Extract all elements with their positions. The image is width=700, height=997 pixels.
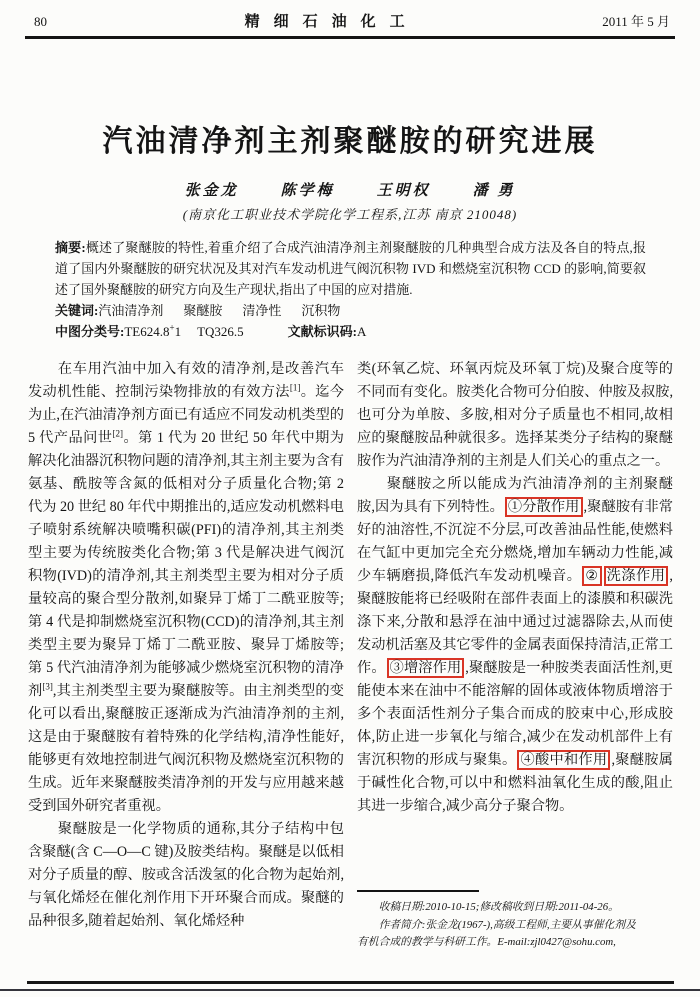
reference-superscript: [3] (42, 680, 53, 691)
body-paragraph (357, 473, 673, 818)
right-column (357, 358, 673, 956)
body-paragraph (357, 358, 673, 473)
keyword-list (98, 303, 360, 318)
body-text: ,聚醚胺属于碱性化合物,可以中和燃料油氧化生成的酸,阻止其进一步缩合,减少高分子聚合物。 (357, 751, 673, 814)
running-head (0, 0, 700, 31)
body-text: ,聚醚胺有非常好的油溶性,不沉淀不分层,可改善油品性能,使燃料在气缸中更加完全充分燃烧,增加车辆动力性能,减少车辆磨损,降低汽车发动机噪音。 (357, 498, 673, 584)
body-text: 类(环氧乙烷、环氧丙烷及环氧丁烷)及聚合度等的不同而有变化。胺类化合物可分伯胺、仲胺及叔胺,也可分为单胺、多胺,相对分子质量也不相同,故相应的聚醚胺品种就很多。选择某类分子结构的聚醚胺作为汽油清净剂的主剂是人们关心的重点之一。 (357, 360, 673, 469)
author-name: 陈学梅 (280, 182, 335, 199)
right-column-text (357, 358, 673, 818)
author-name: 潘 勇 (472, 182, 516, 199)
clc-code-1-tail: 1 (174, 323, 182, 339)
body-paragraph (28, 358, 344, 818)
reference-superscript: [1] (289, 381, 301, 392)
article-title: 汽油清净剂主剂聚醚胺的研究进展 (102, 124, 598, 158)
article-meta (55, 237, 646, 342)
red-highlight-box: 洗涤作用 (604, 566, 669, 586)
footnote-line: 作者简介:张金龙(1967-),高级工程师,主要从事催化剂及 (378, 918, 636, 931)
body-text: 。迄今为止,在汽油清净剂方面已有适应不同发动机类型的 5 代产品问世 (28, 383, 344, 446)
footnote-lines (357, 899, 673, 952)
clc-line (55, 321, 646, 342)
body-text: ,其主剂类型主要为聚醚胺等。由主剂类型的变化可以看出,聚醚胺正逐渐成为汽油清净剂的主剂,这是由于聚醚胺有着特殊的化学结构,清净性能好,能够更有效地控制进气阀沉积物及燃烧室沉积物的生成。近年来聚醚胺类清净剂的开发与应用越来越受到国外研究者重视。 (28, 682, 344, 814)
clc-code-1-sup: + (169, 322, 175, 333)
red-highlight-box: ④酸中和作用 (517, 750, 610, 770)
red-highlight-box: ② (582, 566, 601, 586)
keyword: 汽油清净剂 (98, 302, 164, 318)
header-rule (25, 36, 675, 39)
author-name: 张金龙 (184, 182, 239, 199)
body-text: 在车用汽油中加入有效的清净剂,是改善汽车发动机性能、控制污染物排放的有效方法 (28, 360, 344, 400)
abstract-label: 摘要: (55, 239, 86, 255)
red-highlight-box: ③增溶作用 (387, 658, 465, 678)
footnote-line: 收稿日期:2010-10-15;修改稿收到日期:2011-04-26。 (378, 901, 619, 913)
red-highlight-box: ①分散作用 (505, 497, 583, 517)
body-text: 聚醚胺之所以能成为汽油清净剂的主剂聚醚胺,因为具有下列特性。 (357, 475, 673, 515)
keywords-label: 关键词: (55, 302, 99, 318)
left-column (28, 358, 344, 956)
doc-code: A (357, 323, 367, 339)
keyword: 清净性 (242, 302, 282, 318)
clc-label: 中图分类号: (55, 323, 125, 339)
keywords-line (55, 300, 646, 321)
body-text: ,聚醚胺能将已经吸附在部件表面上的漆膜和积碳洗涤下来,分散和悬浮在油中通过过滤器除去,从而使发动机活塞及其它零件的金属表面保持清洁,正常工作。 (357, 567, 673, 676)
body-paragraph (28, 818, 344, 933)
keyword: 沉积物 (301, 302, 341, 318)
journal-title: 精细石油化工 (244, 14, 419, 30)
keyword: 聚醚胺 (183, 302, 223, 318)
clc-code-2: TQ326.5 (197, 323, 244, 339)
body-text: 。第 1 代为 20 世纪 50 年代中期为解决化油器沉积物问题的清净剂,其主剂主要为含有氨基、酰胺等含氮的低相对分子质量化合物;第 2 代为 20 世纪 80 年代中期推出的,适应发动机燃料电子喷射系统解决喷嘴积碳(PFI)的清净剂,其主剂类型主要为传统胺类化合物;第 3 代是解决进气阀沉积物(IVD)的清净剂,其主剂类型主要为相对分子质量较高的聚合型分散剂,如聚异丁烯丁二酰亚胺等;第 4 代是抑制燃烧室沉积物(CCD)的清净剂,其主剂类型主要为聚异丁烯丁二酰亚胺、聚异丁烯胺等;第 5 代汽油清净剂为能够减少燃烧室沉积物的清净剂 (28, 429, 344, 699)
page-edge-rule (0, 989, 700, 991)
page-number: 80 (34, 14, 47, 29)
clc-code-1 (124, 324, 181, 339)
footnote-line: 有机合成的教学与科研工作。E-mail:zjl0427@sohu.com, (357, 936, 616, 948)
reference-superscript: [2] (112, 427, 123, 438)
body-columns (28, 358, 673, 956)
issue-date: 2011 年 5 月 (602, 14, 670, 29)
body-text: 聚醚胺是一化学物质的通称,其分子结构中包含聚醚(含 C—O—C 键)及胺类结构。聚醚是以低相对分子质量的醇、胺或含活泼氢的化合物为起始剂,与氧化烯烃在催化剂作用下开环聚合而成。聚醚的品种很多,随着起始剂、氧化烯烃种 (28, 820, 344, 929)
doc-code-label: 文献标识码: (287, 323, 357, 339)
footnote-rule (357, 890, 479, 892)
clc-code-1-base: TE624.8 (124, 323, 170, 339)
bottom-content-rule (27, 981, 674, 984)
abstract-text: 概述了聚醚胺的特性,着重介绍了合成汽油清净剂主剂聚醚胺的几种典型合成方法及各自的特点,报道了国内外聚醚胺的研究状况及其对汽车发动机进气阀沉积物 IVD 和燃烧室沉积物 CCD 的影响,简要叙述了国外聚醚胺的研究方向及生产现状,指出了中国的应对措施. (55, 239, 646, 297)
body-text: ,聚醚胺是一种胺类表面活性剂,更能使本来在油中不能溶解的固体或液体物质增溶于多个表面活性剂分子集合而成的胶束中心,形成胶体,防止进一步氧化与缩合,减少在发动机部件上有害沉积物的形成与聚集。 (357, 659, 673, 768)
footnote (357, 890, 673, 952)
author-list (0, 179, 700, 200)
abstract (55, 237, 646, 300)
author-name: 王明权 (376, 182, 431, 199)
affiliation: (南京化工职业技术学院化学工程系,江苏 南京 210048) (182, 206, 518, 222)
